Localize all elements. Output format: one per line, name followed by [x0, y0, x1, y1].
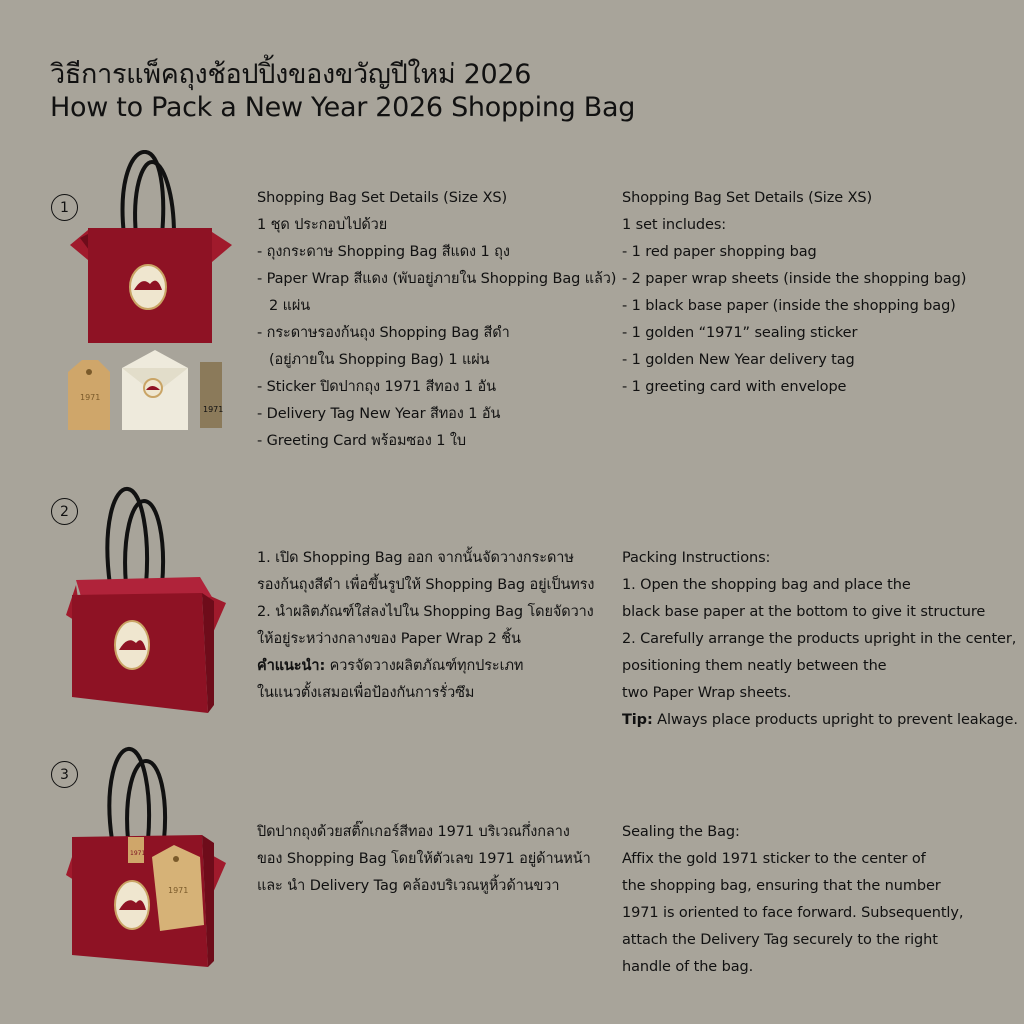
sticker-illustration: [128, 837, 145, 863]
text-line: - 1 red paper shopping bag: [622, 244, 817, 260]
tip-label: คำแนะนำ:: [257, 658, 326, 674]
text-line: Sealing the Bag:: [622, 824, 740, 840]
text-line: ให้อยู่ระหว่างกลางของ Paper Wrap 2 ชิ้น: [257, 631, 521, 647]
step-number-3: 3: [51, 761, 78, 788]
shopping-bag-illustration: [66, 489, 226, 713]
text-line: Shopping Bag Set Details (Size XS): [622, 190, 873, 206]
svg-text:1971: 1971: [80, 393, 101, 402]
text-line: - 1 black base paper (inside the shopping bag): [622, 298, 956, 314]
text-line: Packing Instructions:: [622, 550, 771, 566]
text-line: ของ Shopping Bag โดยให้ตัวเลข 1971 อยู่ด้านหน้า: [257, 851, 591, 867]
text-line: ในแนวตั้งเสมอเพื่อป้องกันการรั่วซึม: [257, 685, 475, 701]
svg-text:1971: 1971: [130, 850, 146, 857]
tip-line: [257, 653, 594, 680]
text-line: - 1 greeting card with envelope: [622, 379, 847, 395]
page-title-en: How to Pack a New Year 2026 Shopping Bag: [50, 92, 636, 123]
svg-text:1971: 1971: [168, 886, 189, 895]
step-3-english-text: [622, 819, 963, 981]
tip-text: ควรจัดวางผลิตภัณฑ์ทุกประเภท: [325, 658, 524, 674]
text-line: Affix the gold 1971 sticker to the center of: [622, 851, 926, 867]
text-line: - 2 paper wrap sheets (inside the shopping bag): [622, 271, 967, 287]
text-line: - Greeting Card พร้อมซอง 1 ใบ: [257, 433, 466, 449]
page-title-th: วิธีการแพ็คถุงช้อปปิ้งของขวัญปีใหม่ 2026: [50, 59, 532, 90]
text-line: Shopping Bag Set Details (Size XS): [257, 190, 508, 206]
text-line: 2. Carefully arrange the products upright in the center,: [622, 631, 1017, 647]
text-line: 1. Open the shopping bag and place the: [622, 577, 911, 593]
delivery-tag-illustration: [152, 845, 204, 931]
text-line: 1. เปิด Shopping Bag ออก จากนั้นจัดวางกระดาษ: [257, 550, 574, 566]
text-line: รองก้นถุงสีดำ เพื่อขึ้นรูปให้ Shopping Bag อยู่เป็นทรง: [257, 577, 595, 593]
text-line: handle of the bag.: [622, 959, 754, 975]
envelope-illustration: [122, 350, 188, 430]
text-line: และ นำ Delivery Tag คล้องบริเวณหูหิ้วด้านขวา: [257, 878, 560, 894]
text-line: - 1 golden “1971” sealing sticker: [622, 325, 858, 341]
step-1-thai-text: [257, 185, 616, 455]
step-2-illustration: [62, 485, 237, 715]
tip-line: [622, 707, 1018, 734]
delivery-tag-illustration: [68, 360, 110, 430]
text-line: 1971 is oriented to face forward. Subsequently,: [622, 905, 964, 921]
text-line: 2. นำผลิตภัณฑ์ใส่ลงไปใน Shopping Bag โดยจัดวาง: [257, 604, 594, 620]
step-number-1: 1: [51, 194, 78, 221]
text-line: 1 set includes:: [622, 217, 727, 233]
tip-text: Always place products upright to prevent leakage.: [652, 712, 1018, 728]
text-line: ปิดปากถุงด้วยสติ๊กเกอร์สีทอง 1971 บริเวณกึ่งกลาง: [257, 824, 570, 840]
text-line: - Delivery Tag New Year สีทอง 1 อัน: [257, 406, 501, 422]
shopping-bag-illustration: [70, 152, 232, 343]
text-line: positioning them neatly between the: [622, 658, 887, 674]
text-line: - Sticker ปิดปากถุง 1971 สีทอง 1 อัน: [257, 379, 496, 395]
text-line: - กระดาษรองก้นถุง Shopping Bag สีดำ: [257, 325, 510, 341]
text-line: (อยู่ภายใน Shopping Bag) 1 แผ่น: [269, 352, 490, 368]
text-line: - ถุงกระดาษ Shopping Bag สีแดง 1 ถุง: [257, 244, 510, 260]
step-2-thai-text: [257, 545, 594, 707]
text-line: black base paper at the bottom to give it structure: [622, 604, 986, 620]
text-line: - Paper Wrap สีแดง (พับอยู่ภายใน Shopping Bag แล้ว): [257, 271, 617, 287]
step-3-thai-text: [257, 819, 591, 900]
shopping-bag-illustration: [66, 749, 226, 967]
text-line: attach the Delivery Tag securely to the right: [622, 932, 938, 948]
step-2-english-text: [622, 545, 1018, 734]
text-line: 1 ชุด ประกอบไปด้วย: [257, 217, 388, 233]
text-line: two Paper Wrap sheets.: [622, 685, 792, 701]
text-line: the shopping bag, ensuring that the number: [622, 878, 941, 894]
step-1-english-text: [622, 185, 966, 401]
step-3-illustration: [62, 745, 237, 975]
sticker-illustration: [200, 362, 223, 428]
text-line: 2 แผ่น: [269, 298, 311, 314]
step-number-2: 2: [51, 498, 78, 525]
svg-text:1971: 1971: [203, 405, 224, 414]
text-line: - 1 golden New Year delivery tag: [622, 352, 855, 368]
tip-label: Tip:: [622, 712, 653, 728]
step-1-illustration: [62, 150, 242, 435]
